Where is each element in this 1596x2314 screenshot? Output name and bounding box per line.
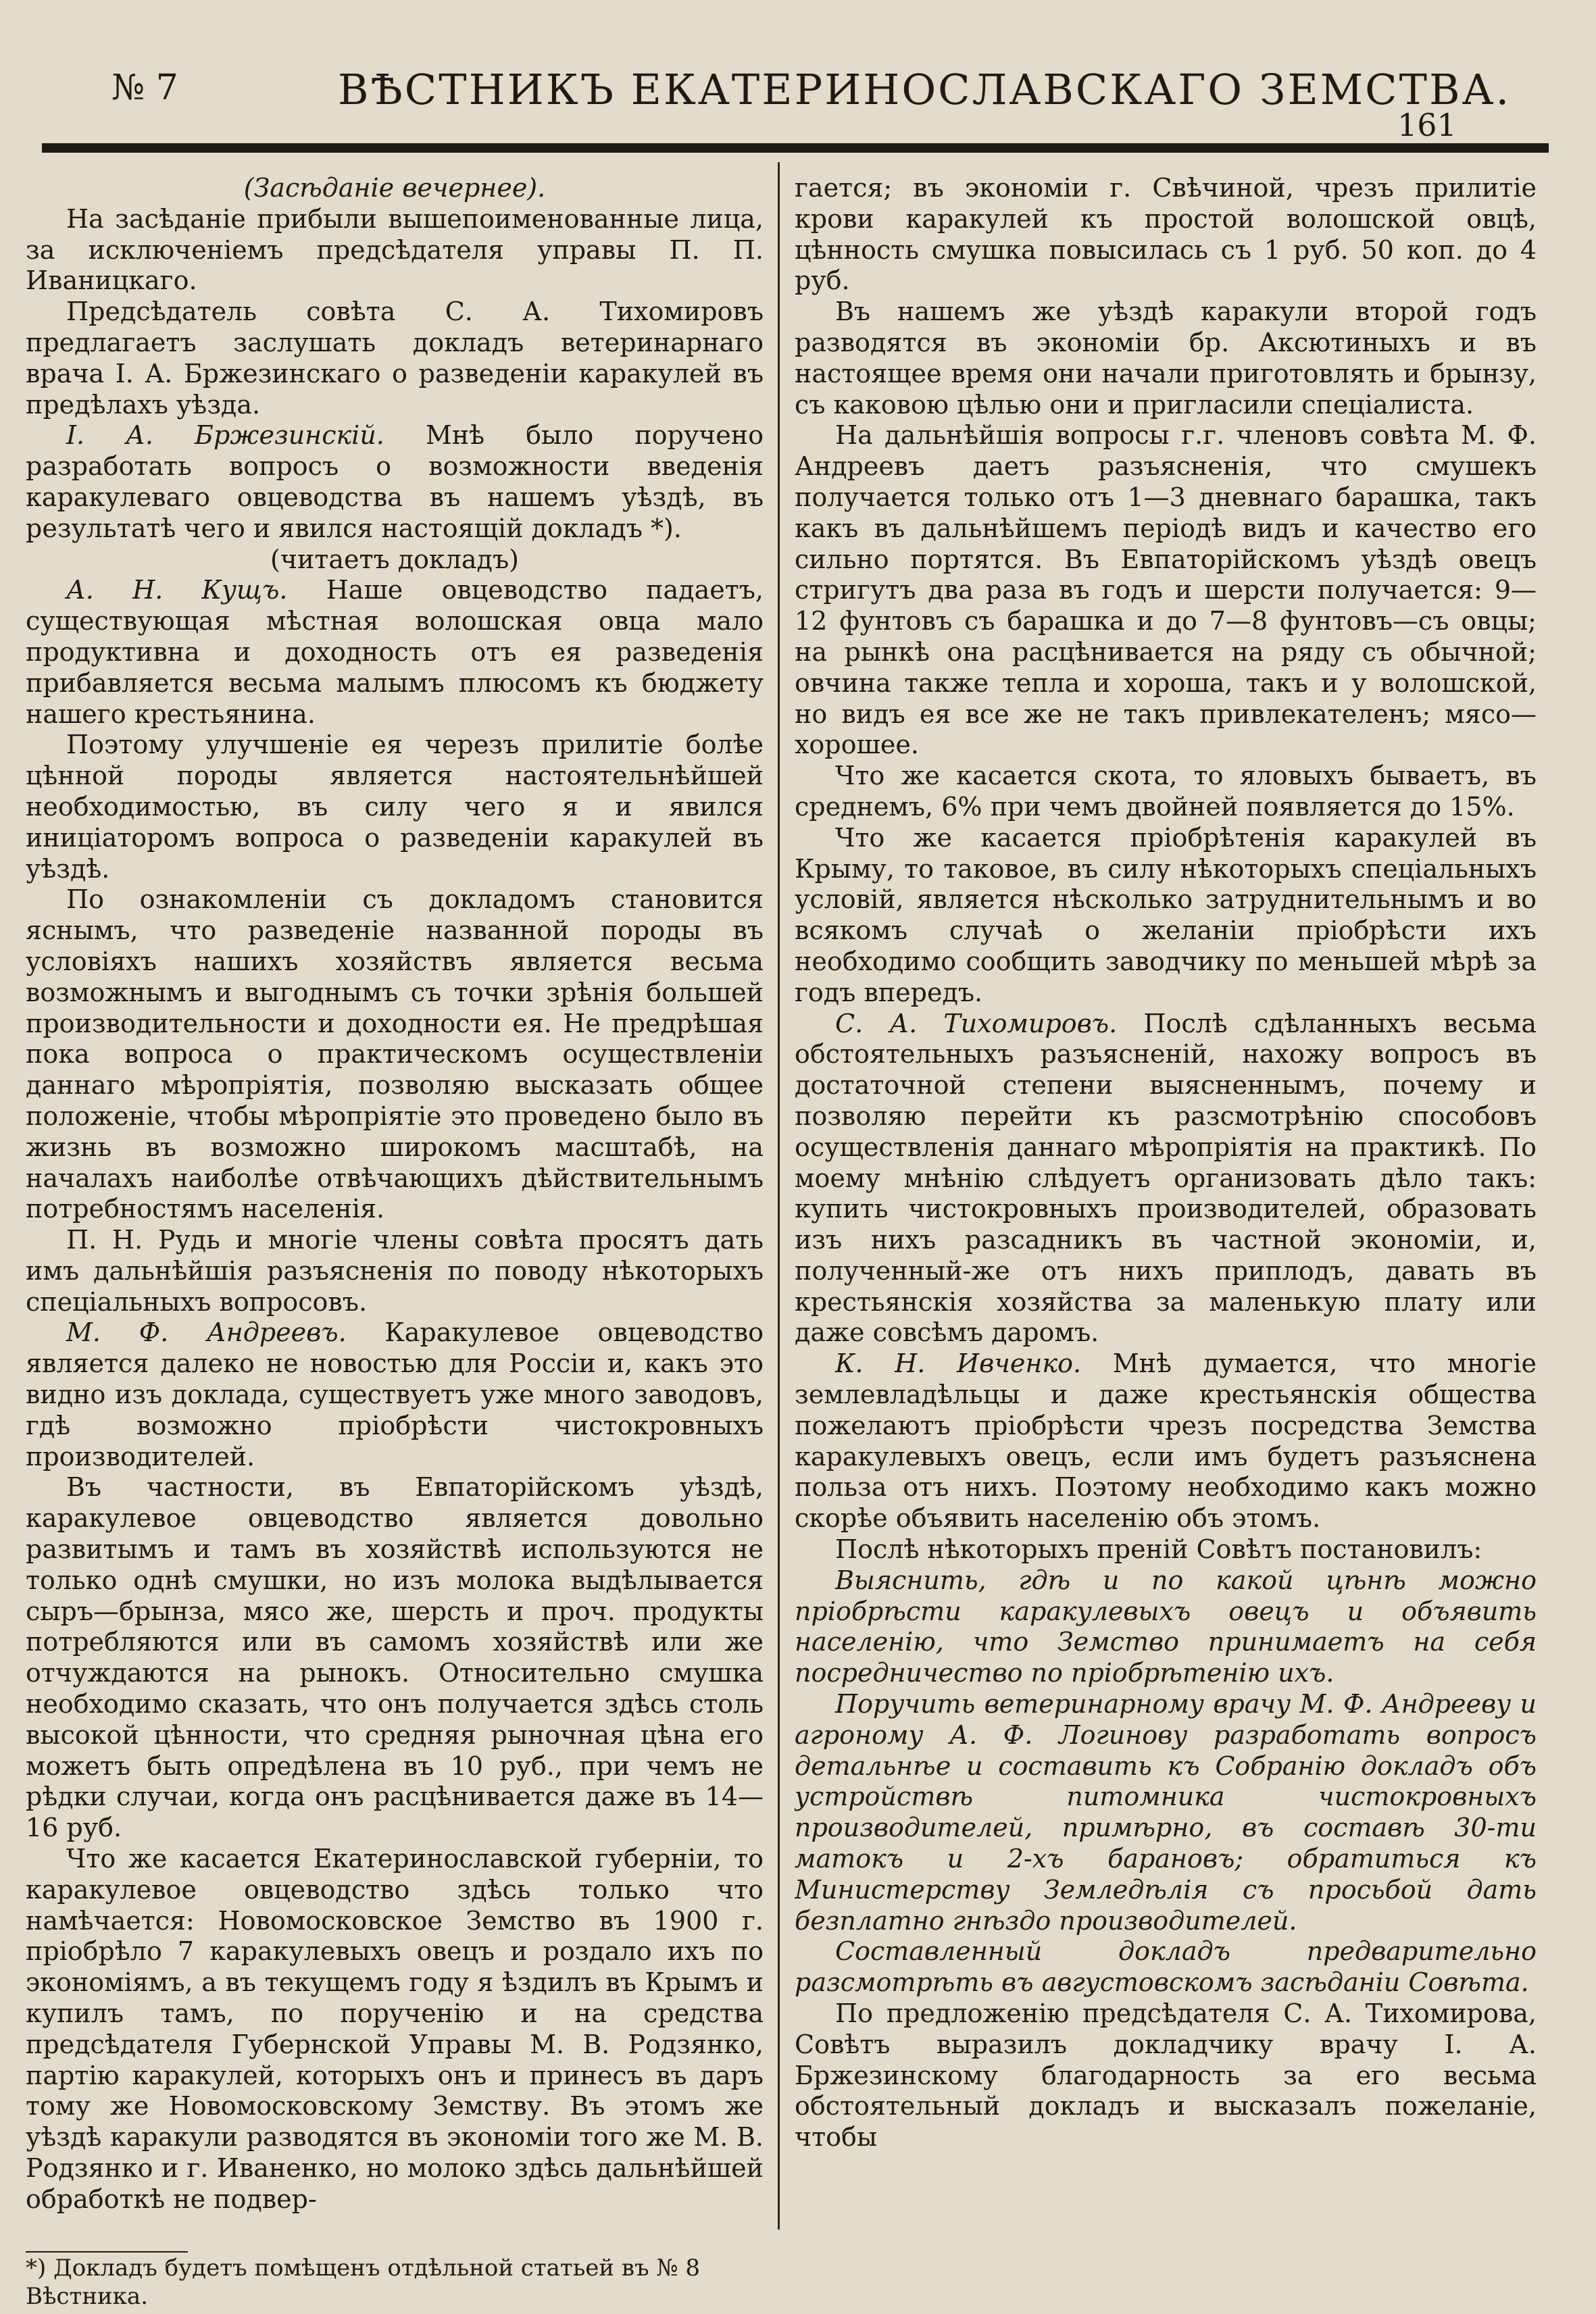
speaker-name: А. Н. Кущъ. — [66, 575, 288, 605]
right-column — [795, 173, 1537, 2193]
page-header — [0, 0, 1596, 142]
footnote: *) Докладъ будетъ помѣщенъ отдѣльной статьей въ № 8 Вѣстника. — [26, 2255, 701, 2310]
journal-title: ВѢСТНИКЪ ЕКАТЕРИНОСЛАВСКАГО ЗЕМСТВА. — [338, 65, 1512, 114]
paragraph: Поэтому улучшеніе ея черезъ прилитіе болѣе цѣнной породы является настоятельнѣйшей необходимостью, въ силу чего я и явился иниціаторомъ вопроса о разведеніи каракулей въ уѣздѣ. — [26, 730, 764, 884]
speech-paragraph — [795, 1009, 1537, 1349]
speech-paragraph — [26, 575, 764, 730]
left-column — [26, 173, 764, 2288]
speech-paragraph — [26, 420, 764, 544]
speech-text: Мнѣ думается, что многіе землевладѣльцы и даже крестьянскія общества пожелаютъ пріобрѣсти чрезъ посредства Земства каракулевыхъ овецъ, если имъ будетъ разъяснена польза отъ нихъ. Поэтому необходимо какъ можно скорѣе объявить населенію объ этомъ. — [795, 1349, 1537, 1534]
page-number: 161 — [1397, 107, 1457, 143]
speaker-name: М. Ф. Андреевъ. — [66, 1317, 347, 1348]
paragraph: Въ нашемъ же уѣздѣ каракули второй годъ разводятся въ экономіи бр. Аксютиныхъ и въ настоящее время они начали приготовлять и брынзу, съ каковою цѣлью они и пригласили спеціалиста. — [795, 297, 1537, 420]
speech-text: Мнѣ было поручено разработать вопросъ о возможности введенія каракулеваго овцеводства въ нашемъ уѣздѣ, въ результатѣ чего и явился настоящій докладъ *). — [26, 420, 764, 543]
speaker-name: І. А. Бржезинскій. — [66, 420, 384, 451]
resolution-item: Поручить ветеринарному врачу М. Ф. Андрееву и агроному А. Ф. Логинову разработать вопросъ детальнѣе и составить къ Собранію докладъ объ устройствѣ питомника чистокровныхъ производителей, примѣрно, въ составѣ 30-ти матокъ и 2-хъ барановъ; обратиться къ Министерству Земледѣлія съ просьбой дать безплатно гнѣздо производителей. — [795, 1689, 1537, 1936]
paragraph: На дальнѣйшія вопросы г.г. членовъ совѣта М. Ф. Андреевъ даетъ разъясненія, что смушекъ получается только отъ 1—3 дневнаго барашка, такъ какъ въ дальнѣйшемъ періодѣ видъ и качество его сильно портятся. Въ Евпаторійскомъ уѣздѣ овецъ стригутъ два раза въ годъ и шерсти получается: 9—12 фунтовъ съ барашка и до 7—8 фунтовъ—съ овцы; на рынкѣ она расцѣнивается на ряду съ обычной; овчина также тепла и хороша, такъ и у волошской, но видъ ея все же не такъ привлекателенъ; мясо—хорошее. — [795, 420, 1537, 760]
paragraph: П. Н. Рудь и многіе члены совѣта просятъ дать имъ дальнѣйшія разъясненія по поводу нѣкоторыхъ спеціальныхъ вопросовъ. — [26, 1225, 764, 1317]
paragraph: По предложенію предсѣдателя С. А. Тихомирова, Совѣтъ выразилъ докладчику врачу І. А. Бржезинскому благодарность за его весьма обстоятельный докладъ и высказалъ пожеланіе, чтобы — [795, 1998, 1537, 2153]
speech-text: Послѣ сдѣланныхъ весьма обстоятельныхъ разъясненій, нахожу вопросъ въ достаточной степени выясненнымъ, почему и позволяю перейти къ разсмотрѣнію способовъ осуществленія даннаго мѣропріятія на практикѣ. По моему мнѣнію слѣдуетъ организовать дѣло такъ: купить чистокровныхъ производителей, образовать изъ нихъ разсадникъ въ частной экономіи, и, полученный-же отъ нихъ приплодъ, давать въ крестьянскія хозяйства за маленькую плату или даже совсѣмъ даромъ. — [795, 1008, 1537, 1348]
speech-text: Наше овцеводство падаетъ, существующая мѣстная волошская овца мало продуктивна и доходность отъ ея разведенія прибавляется весьма малымъ плюсомъ къ бюджету нашего крестьянина. — [26, 575, 764, 729]
resolution-item: Составленный докладъ предварительно разсмотрѣть въ августовскомъ засѣданіи Совѣта. — [795, 1936, 1537, 1998]
speech-text: Каракулевое овцеводство является далеко не новостью для Россіи и, какъ это видно изъ доклада, существуетъ уже много заводовъ, гдѣ возможно пріобрѣсти чистокровныхъ производителей. — [26, 1317, 764, 1472]
session-heading: (Засѣданіе вечернее). — [243, 173, 546, 203]
column-divider — [778, 162, 780, 2230]
header-rule — [42, 143, 1549, 153]
speaker-name: К. Н. Ивченко. — [835, 1349, 1082, 1379]
speaker-name: С. А. Тихомировъ. — [835, 1008, 1118, 1038]
paragraph: Что же касается скота, то яловыхъ бываетъ, въ среднемъ, 6% при чемъ двойней появляется до 15%. — [795, 761, 1537, 822]
paragraph: Предсѣдатель совѣта С. А. Тихомировъ предлагаетъ заслушать докладъ ветеринарнаго врача І. А. Бржезинскаго о разведеніи каракулей въ предѣлахъ уѣзда. — [26, 297, 764, 420]
paragraph: По ознакомленіи съ докладомъ становится яснымъ, что разведеніе названной породы въ условіяхъ нашихъ хозяйствъ является весьма возможнымъ и выгоднымъ съ точки зрѣнія большей производительности и доходности ея. Не предрѣшая пока вопроса о практическомъ осуществленіи даннаго мѣропріятія, позволяю высказать общее положеніе, чтобы мѣропріятіе это проведено было въ жизнь въ возможно широкомъ масштабѣ, на началахъ наиболѣе отвѣчающихъ дѣйствительнымъ потребностямъ населенія. — [26, 884, 764, 1224]
paragraph: Что же касается Екатеринославской губерніи, то каракулевое овцеводство здѣсь только что намѣчается: Новомосковское Земство въ 1900 г. пріобрѣло 7 каракулевыхъ овецъ и роздало ихъ по экономіямъ, а въ текущемъ году я ѣздилъ въ Крымъ и купилъ тамъ, по порученію и на средства предсѣдателя Губернской Управы М. В. Родзянко, партію каракулей, которыхъ онъ и принесъ въ даръ тому же Новомосковскому Земству. Въ этомъ же уѣздѣ каракули разводятся въ экономіи того же М. В. Родзянко и г. Иваненко, но молоко здѣсь дальнѣйшей обработкѣ не подвер- — [26, 1844, 764, 2214]
paragraph: Что же касается пріобрѣтенія каракулей въ Крыму, то таковое, въ силу нѣкоторыхъ спеціальныхъ условій, является нѣсколько затруднительнымъ и во всякомъ случаѣ о желаніи пріобрѣсти ихъ необходимо сообщить заводчику по меньшей мѣрѣ за годъ впередъ. — [795, 822, 1537, 1007]
stage-note: (читаетъ докладъ) — [270, 544, 519, 574]
footnote-rule — [26, 2251, 188, 2253]
paragraph: Послѣ нѣкоторыхъ преній Совѣтъ постановилъ: — [835, 1534, 1482, 1565]
issue-number: № 7 — [111, 68, 178, 108]
speech-paragraph — [26, 1317, 764, 1472]
paragraph: Въ частности, въ Евпаторійскомъ уѣздѣ, каракулевое овцеводство является довольно развитымъ и тамъ въ хозяйствѣ используются не только однѣ смушки, но изъ молока выдѣлывается сыръ—брынза, мясо же, шерсть и проч. продукты потребляются или въ самомъ хозяйствѣ или же отчуждаются на рынокъ. Относительно смушка необходимо сказать, что онъ получается здѣсь столь высокой цѣнности, что средняя рыночная цѣна его можетъ быть опредѣлена въ 10 руб., при чемъ не рѣдки случаи, когда онъ расцѣнивается даже въ 14—16 руб. — [26, 1472, 764, 1843]
speech-paragraph — [795, 1349, 1537, 1534]
paragraph: На засѣданіе прибыли вышепоименованные лица, за исключеніемъ предсѣдателя управы П. П. Иваницкаго. — [26, 203, 764, 296]
resolution-item: Выяснить, гдѣ и по какой цѣнѣ можно пріобрѣсти каракулевыхъ овецъ и объявить населенію, что Земство принимаетъ на себя посредничество по пріобрѣтенію ихъ. — [795, 1565, 1537, 1688]
paragraph-continued: гается; въ экономіи г. Свѣчиной, чрезъ прилитіе крови каракулей къ простой волошской овцѣ, цѣнность смушка повысилась съ 1 руб. 50 коп. до 4 руб. — [795, 173, 1537, 296]
